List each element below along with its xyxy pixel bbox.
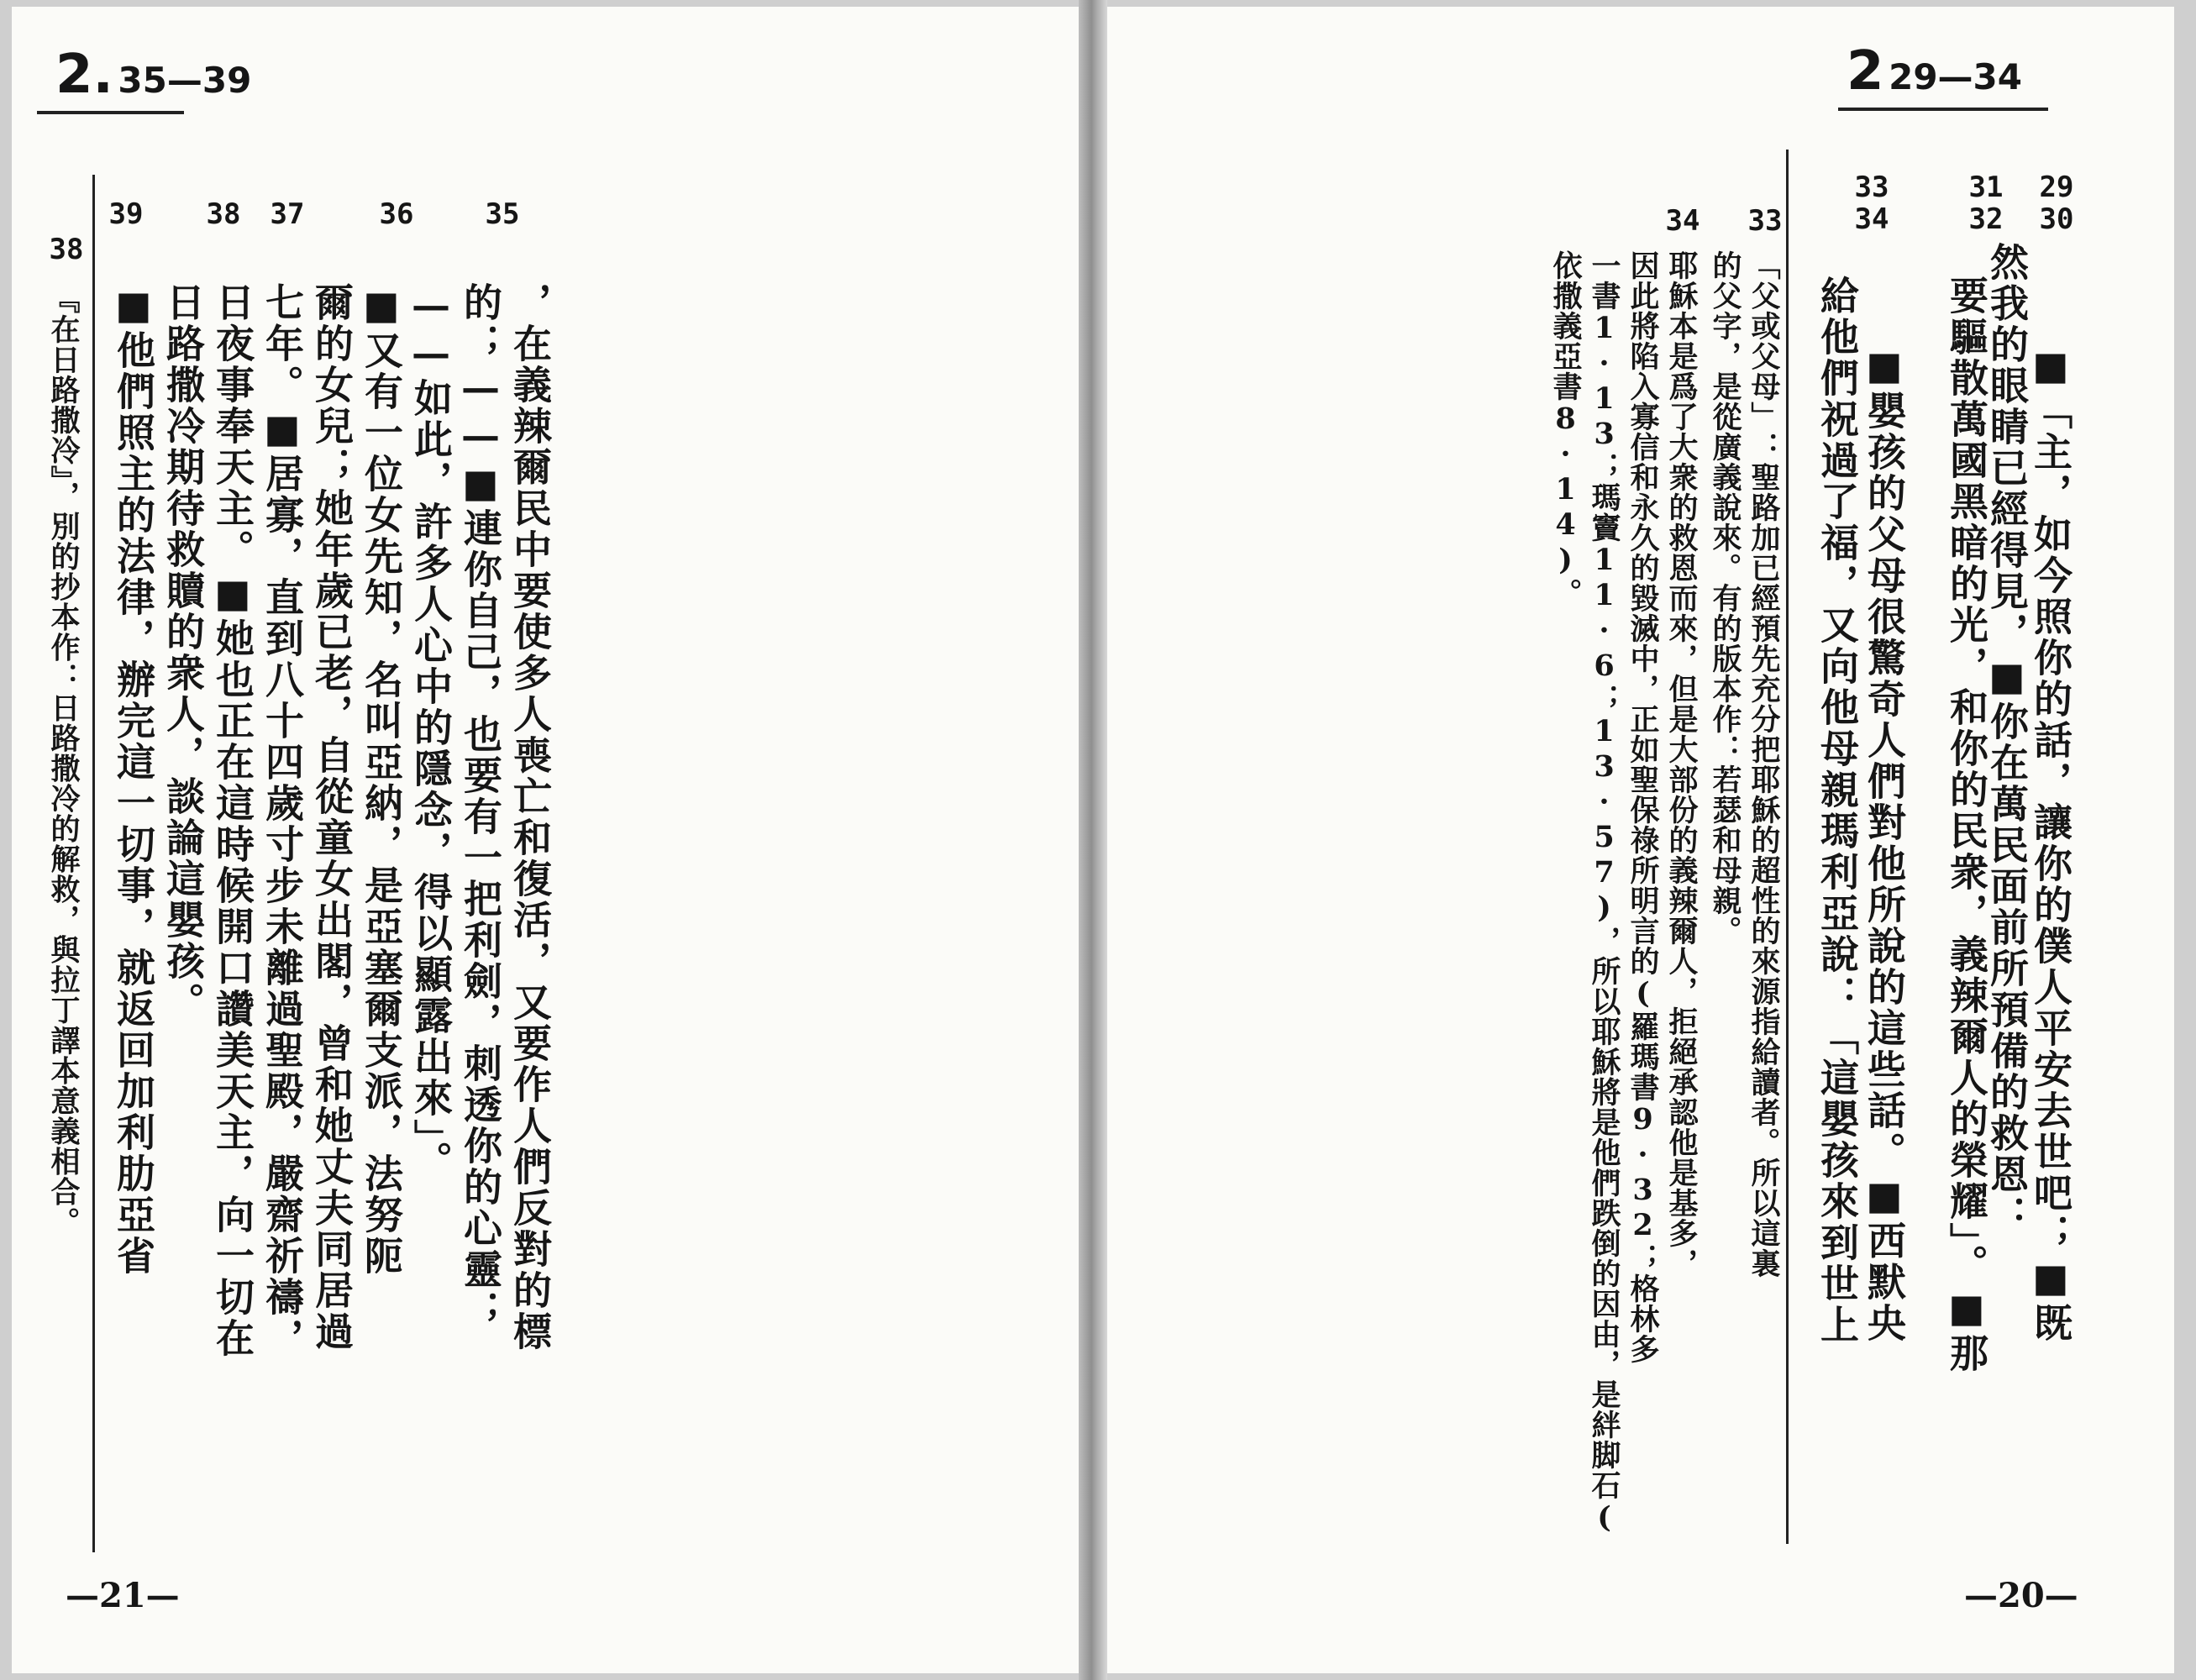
text-column: 日路撒冷期待救贖的衆人，談論這嬰孩。 bbox=[160, 282, 206, 1023]
note-number: 34 bbox=[1665, 204, 1700, 238]
verse-range: 35—39 bbox=[118, 60, 252, 101]
note-line: 因此將陷入寡信和永久的毀滅中，正如聖保祿所明言的(羅瑪書9·32；格林多 bbox=[1626, 250, 1660, 1364]
text-column: 要驅散萬國黑暗的光，和你的民衆，義辣爾人的榮耀」。■那 bbox=[1944, 276, 1989, 1374]
note-line: 耶穌本是爲了大衆的救恩而來，但是大部份的義辣爾人，拒絕承認他是基多， bbox=[1664, 250, 1699, 1278]
book-gutter bbox=[1079, 0, 1107, 1680]
text-column: ——如此，許多人心中的隱念，得以顯露出來」。 bbox=[408, 282, 454, 1182]
text-column: 的；——■連你自己，也要有一把利劍，刺透你的心靈； bbox=[458, 282, 503, 1331]
text-column: ■嬰孩的父母很驚奇人們對他所說的這些話。■西默央 bbox=[1862, 343, 1907, 1344]
note-separator bbox=[1786, 150, 1789, 1544]
note-line: 「父或父母」：聖路加已經預先充分把耶穌的超性的來源指給讀者。所以這裏 bbox=[1747, 250, 1781, 1278]
text-column: ■「主，如今照你的話，讓你的僕人平安去世吧；■既 bbox=[2028, 343, 2073, 1344]
page-number: —21— bbox=[66, 1576, 180, 1615]
verse-number: 36 bbox=[379, 197, 414, 231]
right-page-header bbox=[1847, 40, 2022, 102]
text-column: 給他們祝過了福，又向他母親瑪利亞說：「這嬰孩來到世上 bbox=[1815, 276, 1860, 1346]
verse-number: 37 bbox=[270, 197, 305, 231]
header-underline bbox=[1838, 108, 2048, 111]
note-number: 38 bbox=[49, 233, 84, 266]
left-page-header bbox=[55, 44, 251, 106]
note-line: 依撒義亞書8·14)。 bbox=[1548, 250, 1583, 608]
header-underline bbox=[37, 111, 184, 114]
note-line: 『在日路撒冷』，別的抄本作：日路撒冷的解救，與拉丁譯本意義相合。 bbox=[46, 284, 81, 1237]
text-column: ■又有一位女先知，名叫亞納，是亞塞爾支派，法努阨 bbox=[359, 282, 404, 1277]
chapter-number: 2 bbox=[1847, 40, 1884, 102]
right-page bbox=[1107, 7, 2174, 1673]
note-line: 的父字，是從廣義說來。有的版本作：若瑟和母親。 bbox=[1708, 250, 1742, 946]
note-separator bbox=[92, 175, 95, 1552]
text-column: 七年。■居寡，直到八十四歲寸步未離過聖殿，嚴齋祈禱， bbox=[260, 282, 305, 1359]
verse-number: 35 bbox=[485, 197, 520, 231]
page-number: —20— bbox=[1964, 1576, 2078, 1615]
verse-number: 29 30 bbox=[2039, 171, 2074, 236]
text-column: ，在義辣爾民中要使多人喪亡和復活，又要作人們反對的標 bbox=[507, 282, 553, 1352]
verse-number: 38 bbox=[206, 197, 241, 231]
text-column: ■他們照主的法律，辦完這一切事，就返回加利肋亞省 bbox=[111, 282, 156, 1277]
note-number: 33 bbox=[1747, 204, 1783, 238]
verse-number: 33 34 bbox=[1854, 171, 1889, 236]
text-column: 爾的女兒；她年歲已老，自從童女出閣，曾和她丈夫同居過 bbox=[309, 282, 355, 1352]
verse-number: 39 bbox=[108, 197, 144, 231]
chapter-number: 2. bbox=[55, 44, 113, 106]
text-column: 然我的眼睛已經得見，■你在萬民面前所預備的救恩： bbox=[1984, 242, 2030, 1236]
verse-range: 29—34 bbox=[1889, 56, 2023, 97]
note-line: 一書1·13；瑪竇11·6；13·57)，所以耶穌將是他們跌倒的因由，是絆脚石( bbox=[1587, 250, 1621, 1536]
text-column: 日夜事奉天主。■她也正在這時候開口讚美天主，向一切在 bbox=[210, 282, 255, 1359]
verse-number: 31 32 bbox=[1968, 171, 2004, 236]
left-page bbox=[12, 7, 1079, 1673]
